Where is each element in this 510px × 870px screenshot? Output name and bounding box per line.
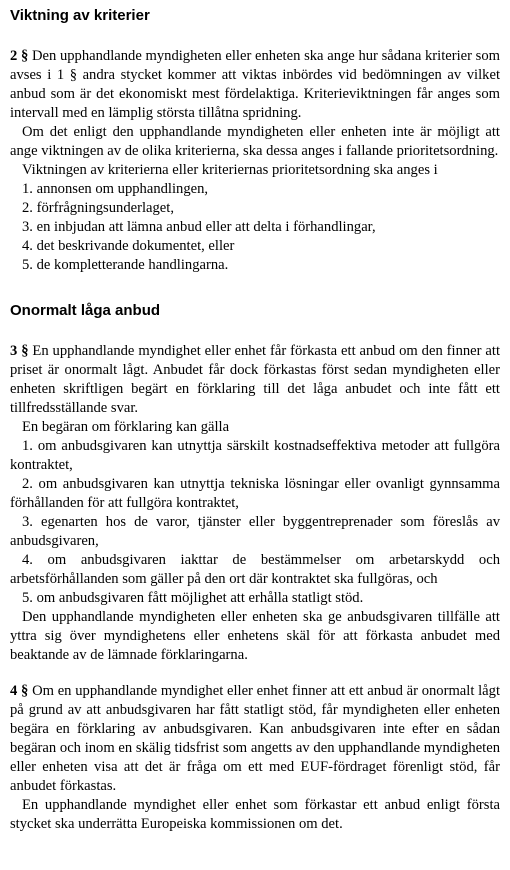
paragraph-4-text: Om en upphandlande myndighet eller enhet finner att ett anbud är onormalt lågt på grund av att anbudsgivaren har fått statligt stöd, får myndigheten eller enheten begära en förklaring av anbudsgivaren. Kan anbudsgivaren inte efter en sådan begäran och inom en skälig tidsfrist som angetts av den upphandlande myndigheten eller enheten visa att det är fråga om ett med EUF-fördraget förenligt stöd, får anbudet förkastas. <box>10 683 501 794</box>
section-number-4: 4 § <box>10 683 29 699</box>
paragraph-3-stycke-2: En begäran om förklaring kan gälla <box>22 419 230 435</box>
list-item: 5. om anbudsgivaren fått möjlighet att erhålla statligt stöd. <box>22 590 364 606</box>
section-heading-onormalt: Onormalt låga anbud <box>10 302 161 319</box>
paragraph-3-stycke-3: Den upphandlande myndigheten eller enheten ska ge anbudsgivaren tillfälle att yttra sig över myndighetens eller enhetens skäl för att förkasta anbudet med beaktande av de lämnade förklaringarna. <box>10 609 500 663</box>
paragraph-2 <box>10 47 500 123</box>
list-item: 1. om anbudsgivaren kan utnyttja särskilt kostnadseffektiva metoder att fullgöra kontraktet, <box>10 438 500 473</box>
list-item: 2. om anbudsgivaren kan utnyttja tekniska lösningar eller ovanligt gynnsamma förhållanden för att fullgöra kontraktet, <box>10 476 500 511</box>
list-item: 3. en inbjudan att lämna anbud eller att delta i förhandlingar, <box>22 219 376 235</box>
paragraph-3-text: En upphandlande myndighet eller enhet får förkasta ett anbud om den finner att priset är onormalt lågt. Anbudet får dock förkastas först sedan myndigheten eller enheten skriftligen begärt en förklaring till det låga anbudet och inte fått ett tillfredsställande svar. <box>10 343 500 416</box>
list-item: 3. egenarten hos de varor, tjänster eller byggentreprenader som föreslås av anbudsgivaren, <box>10 514 500 549</box>
paragraph-4-stycke-2: En upphandlande myndighet eller enhet som förkastar ett anbud enligt första stycket ska underrätta Europeiska kommissionen om det. <box>10 797 500 832</box>
paragraph-2-text: Den upphandlande myndigheten eller enheten ska ange hur sådana kriterier som avses i 1 § andra stycket kommer att viktas inbördes vid bedömningen av vilket anbud som är det ekonomiskt mest fördelaktiga. Kriterieviktningen får anges som intervall med en lämplig största tillåtna spridning. <box>10 48 500 121</box>
paragraph-3 <box>10 342 500 418</box>
paragraph-2-stycke-3: Viktningen av kriterierna eller kriteriernas prioritetsordning ska anges i <box>22 162 438 178</box>
criteria-list <box>10 180 500 275</box>
list-item: 1. annonsen om upphandlingen, <box>22 181 209 197</box>
section-number-3: 3 § <box>10 343 29 359</box>
list-item: 5. de kompletterande handlingarna. <box>22 257 229 273</box>
list-item: 4. det beskrivande dokumentet, eller <box>22 238 235 254</box>
paragraph-4 <box>10 682 500 796</box>
list-item: 4. om anbudsgivaren iakttar de bestämmelser om arbetarskydd och arbetsförhållanden som gäller på den ort där kontraktet ska fullgöras, och <box>10 552 500 587</box>
document-page <box>10 6 500 834</box>
list-item: 2. förfrågningsunderlaget, <box>22 200 174 216</box>
section-heading-viktning: Viktning av kriterier <box>10 7 150 24</box>
section-number-2: 2 § <box>10 48 29 64</box>
paragraph-2-stycke-2: Om det enligt den upphandlande myndigheten eller enheten inte är möjligt att ange viktningen av de olika kriterierna, ska dessa anges i fallande prioritetsordning. <box>10 124 500 159</box>
